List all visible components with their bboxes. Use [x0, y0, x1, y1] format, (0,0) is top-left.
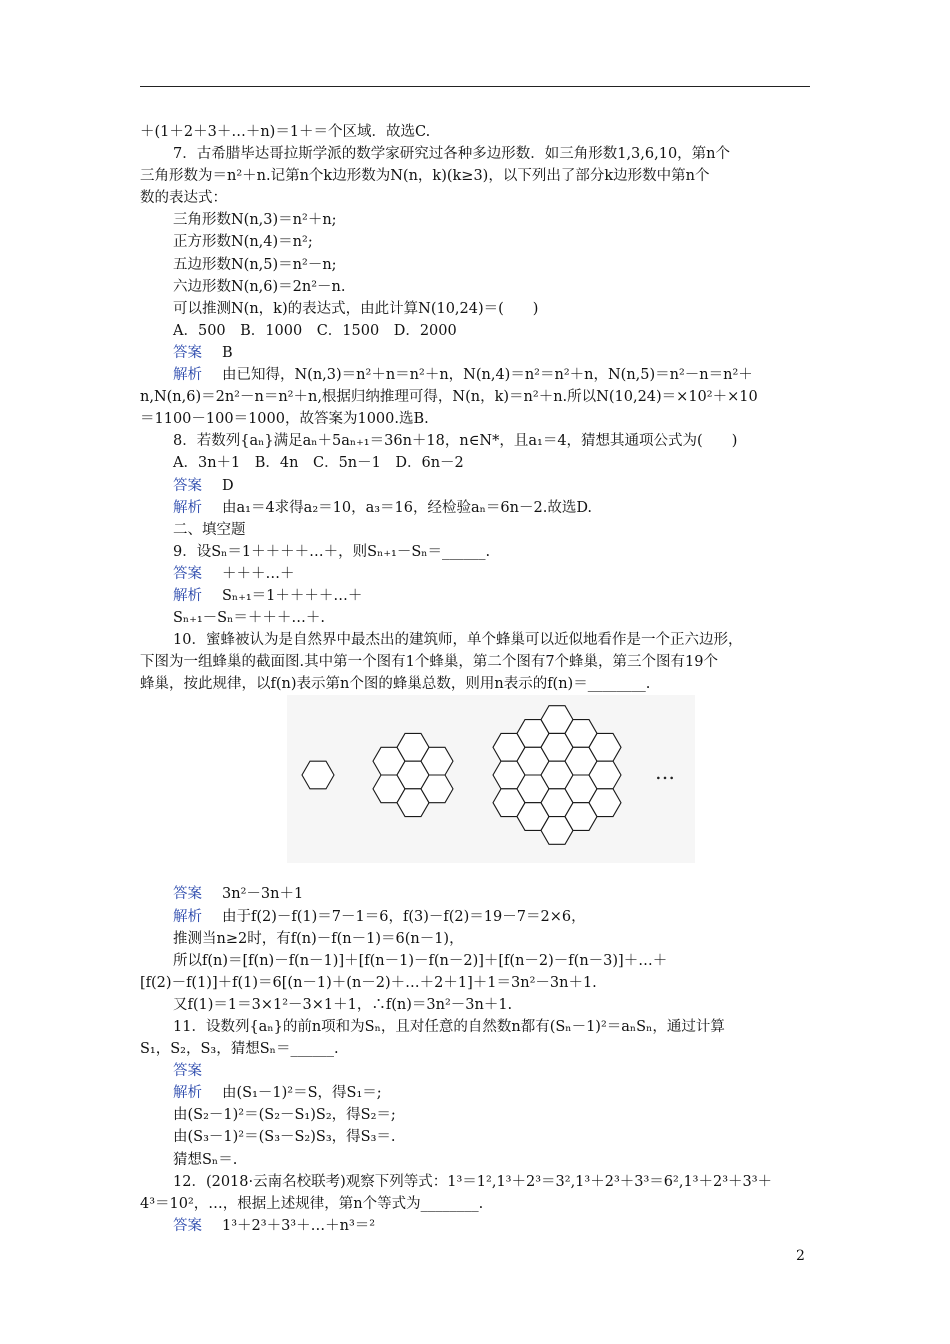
text-line — [140, 320, 810, 342]
line-text: B — [222, 344, 233, 361]
text-line — [140, 430, 810, 452]
text-line — [140, 563, 810, 585]
line-text: 又f(1)＝1＝3×1²－3×1＋1，∴f(n)＝3n²－3n＋1. — [173, 996, 513, 1013]
line-text: ＋＋＋…＋ — [222, 565, 295, 582]
line-text: 3n²－3n＋1 — [222, 886, 304, 903]
answer-label: 答案 — [173, 477, 202, 494]
line-text: 推测当n≥2时，有f(n)－f(n－1)＝6(n－1)， — [173, 930, 464, 947]
text-line — [140, 254, 810, 276]
line-text: Sₙ₊₁－Sₙ＝＋＋＋…＋. — [173, 610, 325, 627]
text-line — [140, 1126, 810, 1148]
text-line — [140, 994, 810, 1016]
text-line — [140, 475, 810, 497]
line-text: S₁，S₂，S₃，猜想Sₙ＝______. — [140, 1041, 339, 1058]
line-text: 六边形数N(n,6)＝2n²－n. — [173, 278, 346, 295]
text-line — [140, 607, 810, 629]
line-text: D — [222, 477, 234, 494]
line-text: 由(S₁－1)²＝S，得S₁＝; — [222, 1085, 382, 1102]
line-text: 下图为一组蜂巢的截面图.其中第一个图有1个蜂巢，第二个图有7个蜂巢，第三个图有19个 — [140, 654, 719, 671]
text-line — [140, 276, 810, 298]
text-line — [140, 1171, 810, 1193]
text-line — [140, 651, 810, 673]
text-line — [140, 386, 810, 408]
line-text: 11．设数列{aₙ}的前n项和为Sₙ，且对任意的自然数n都有(Sₙ－1)²＝aₙSₙ，通过计算 — [173, 1019, 725, 1035]
line-text: 由(S₂－1)²＝(S₂－S₁)S₂，得S₂＝; — [173, 1107, 396, 1124]
text-line — [140, 165, 810, 187]
text-line — [140, 883, 810, 905]
text-line — [140, 121, 810, 143]
text-line — [140, 1016, 810, 1038]
text-line — [140, 1082, 810, 1104]
header-rule — [140, 86, 810, 87]
text-line — [140, 1060, 810, 1082]
analysis-label: 解析 — [173, 908, 202, 925]
line-text: 正方形数N(n,4)＝n²; — [173, 234, 313, 251]
line-text: 由于f(2)－f(1)＝7－1＝6，f(3)－f(2)＝19－7＝2×6， — [222, 908, 586, 925]
text-line — [140, 928, 810, 950]
line-text: 12．(2018·云南名校联考)观察下列等式：1³＝1²,1³＋2³＝3²,1³＋2³＋3³＝6²,1³＋2³＋3³＋ — [173, 1173, 773, 1190]
line-text: ＋(1＋2＋3＋…＋n)＝1＋＝个区域．故选C. — [140, 124, 431, 140]
text-line — [140, 1215, 810, 1237]
text-line — [140, 1149, 810, 1171]
text-block-top — [140, 121, 810, 695]
answer-label: 答案 — [173, 1063, 202, 1080]
text-line — [140, 972, 810, 994]
line-text: Sₙ₊₁＝1＋＋＋＋…＋ — [222, 587, 363, 604]
analysis-label: 解析 — [173, 1085, 202, 1102]
analysis-label: 解析 — [173, 587, 202, 604]
line-text: 10．蜜蜂被认为是自然界中最杰出的建筑师，单个蜂巢可以近似地看作是一个正六边形， — [173, 632, 743, 649]
text-line — [140, 673, 810, 695]
line-text: 三角形数为＝n²＋n.记第n个k边形数为N(n，k)(k≥3)，以下列出了部分k边形数中第n个 — [140, 168, 710, 185]
line-text: 所以f(n)＝[f(n)－f(n－1)]＋[f(n－1)－f(n－2)]＋[f(n－2)－f(n－3)]＋…＋ — [173, 952, 668, 969]
line-text: 9．设Sₙ＝1＋＋＋＋…＋，则Sₙ₊₁－Sₙ＝______. — [173, 543, 491, 560]
text-line — [140, 298, 810, 320]
answer-label: 答案 — [173, 565, 202, 582]
text-line — [140, 408, 810, 430]
text-line — [140, 452, 810, 474]
line-text: 7．古希腊毕达哥拉斯学派的数学家研究过各种多边形数．如三角形数1,3,6,10，第n个 — [173, 146, 731, 163]
text-block-bottom — [140, 883, 810, 1237]
text-line — [140, 187, 810, 209]
text-line — [140, 364, 810, 386]
line-text: 由(S₃－1)²＝(S₃－S₂)S₃，得S₃＝. — [173, 1129, 396, 1146]
line-text: 4³＝10²，…，根据上述规律，第n个等式为________. — [140, 1195, 484, 1212]
line-text: 数的表达式： — [140, 190, 227, 207]
line-text: 8．若数列{aₙ}满足aₙ＋5aₙ₊₁＝36n＋18，n∈N*，且a₁＝4，猜想其通项公式为( ) — [173, 433, 738, 450]
line-text: 五边形数N(n,5)＝n²－n; — [173, 256, 337, 273]
hexagon-cell — [302, 761, 334, 789]
answer-label: 答案 — [173, 344, 202, 361]
text-line — [140, 231, 810, 253]
line-text: ＝1100－100＝1000，故答案为1000.选B. — [140, 411, 429, 428]
honeycomb-figure — [287, 695, 695, 863]
text-line — [140, 906, 810, 928]
text-line — [140, 342, 810, 364]
line-text: n,N(n,6)＝2n²－n＝n²＋n,根据归纳推理可得，N(n，k)＝n²＋n.所以N(10,24)＝×10²＋×10 — [140, 389, 758, 406]
text-line — [140, 497, 810, 519]
text-line — [140, 209, 810, 231]
text-line — [140, 1038, 810, 1060]
line-text: [f(2)－f(1)]＋f(1)＝6[(n－1)＋(n－2)＋…＋2＋1]＋1＝3n²－3n＋1. — [140, 974, 597, 991]
line-text: 1³＋2³＋3³＋…＋n³＝² — [222, 1217, 376, 1234]
line-text: A．3n＋1 B．4n C．5n－1 D．6n－2 — [173, 455, 464, 472]
line-text: 由已知得，N(n,3)＝n²＋n＝n²＋n，N(n,4)＝n²＝n²＋n，N(n,5)＝n²－n＝n²＋ — [222, 367, 753, 384]
text-line — [140, 541, 810, 563]
analysis-label: 解析 — [173, 367, 202, 384]
page-number: 2 — [796, 1248, 805, 1264]
text-line — [140, 585, 810, 607]
ellipsis-mark: … — [655, 760, 675, 784]
line-text: 二、填空题 — [173, 521, 246, 538]
text-line — [140, 950, 810, 972]
page-content — [140, 121, 810, 1237]
analysis-label: 解析 — [173, 499, 202, 516]
answer-label: 答案 — [173, 1217, 202, 1234]
line-text: 由a₁＝4求得a₂＝10，a₃＝16，经检验aₙ＝6n－2.故选D. — [222, 499, 593, 516]
line-text: A．500 B．1000 C．1500 D．2000 — [173, 322, 457, 339]
text-line — [140, 143, 810, 165]
answer-label: 答案 — [173, 886, 202, 903]
text-line — [140, 1104, 810, 1126]
line-text: 可以推测N(n，k)的表达式，由此计算N(10,24)＝( ) — [173, 300, 539, 317]
line-text: 三角形数N(n,3)＝n²＋n; — [173, 212, 337, 229]
text-line — [140, 1193, 810, 1215]
text-line — [140, 629, 810, 651]
line-text: 蜂巢，按此规律，以f(n)表示第n个图的蜂巢总数，则用n表示的f(n)＝________. — [140, 676, 651, 693]
line-text: 猜想Sₙ＝. — [173, 1151, 238, 1168]
text-line — [140, 519, 810, 541]
